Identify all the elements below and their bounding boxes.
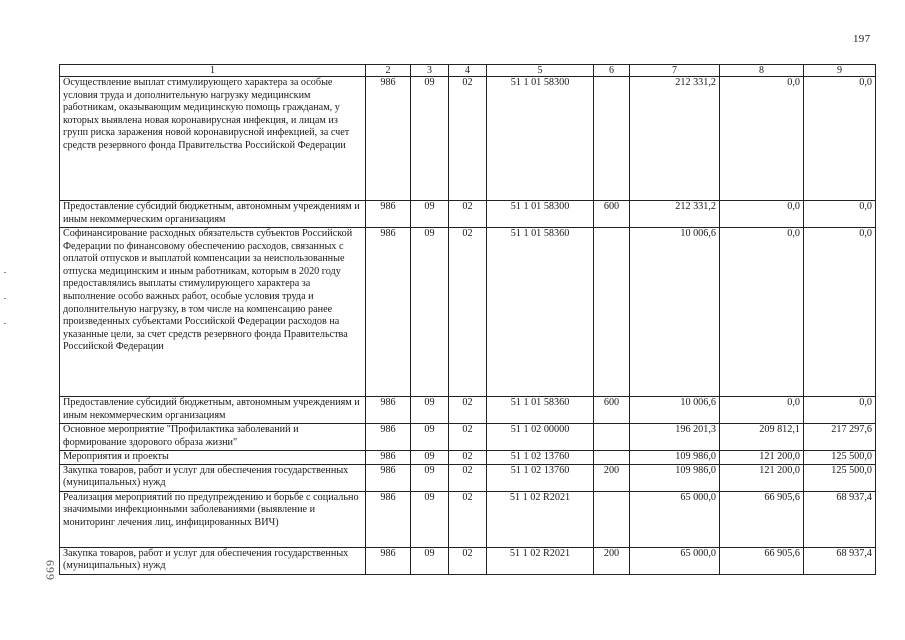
margin-stamp: 669 [43, 559, 57, 580]
amount-col-9: 0,0 [804, 397, 876, 424]
header-col-8: 8 [720, 65, 804, 77]
table-row [60, 464, 876, 491]
target-article-code: 51 1 02 R2021 [487, 547, 594, 574]
target-article-code: 51 1 02 13760 [487, 464, 594, 491]
amount-col-8: 121 200,0 [720, 451, 804, 465]
amount-col-9: 0,0 [804, 201, 876, 228]
amount-col-8: 0,0 [720, 228, 804, 397]
admin-code: 986 [366, 201, 411, 228]
section-code: 09 [411, 424, 449, 451]
row-name: Реализация мероприятий по предупреждению и борьбе с социально значимыми инфекционными заболеваниями (выявление и мониторинг лечения лиц, инфицированных ВИЧ) [60, 491, 366, 547]
header-col-1: 1 [60, 65, 366, 77]
amount-col-7: 212 331,2 [630, 77, 720, 201]
row-name: Предоставление субсидий бюджетным, автономным учреждениям и иным некоммерческим организациям [60, 397, 366, 424]
amount-col-9: 0,0 [804, 77, 876, 201]
target-article-code: 51 1 01 58360 [487, 228, 594, 397]
expense-type-code [594, 77, 630, 201]
row-name: Закупка товаров, работ и услуг для обеспечения государственных (муниципальных) нужд [60, 547, 366, 574]
section-code: 09 [411, 547, 449, 574]
table-row [60, 424, 876, 451]
expense-type-code [594, 451, 630, 465]
amount-col-7: 65 000,0 [630, 547, 720, 574]
amount-col-7: 10 006,6 [630, 228, 720, 397]
admin-code: 986 [366, 451, 411, 465]
admin-code: 986 [366, 228, 411, 397]
page-number: 197 [853, 33, 871, 45]
subsection-code: 02 [449, 451, 487, 465]
admin-code: 986 [366, 77, 411, 201]
amount-col-7: 196 201,3 [630, 424, 720, 451]
subsection-code: 02 [449, 547, 487, 574]
section-code: 09 [411, 397, 449, 424]
admin-code: 986 [366, 397, 411, 424]
section-code: 09 [411, 228, 449, 397]
subsection-code: 02 [449, 397, 487, 424]
amount-col-7: 109 986,0 [630, 464, 720, 491]
section-code: 09 [411, 451, 449, 465]
header-col-9: 9 [804, 65, 876, 77]
row-name: Осуществление выплат стимулирующего характера за особые условия труда и дополнительную нагрузку медицинским работникам, оказывающим медицинскую помощь гражданам, у которых выявлена новая коронавирусная инфекция, и лицам из групп риска заражения новой коронавирусной инфекцией, за счет средств резервного фонда Правительства Российской Федерации [60, 77, 366, 201]
table-row [60, 491, 876, 547]
amount-col-9: 125 500,0 [804, 451, 876, 465]
section-code: 09 [411, 77, 449, 201]
header-col-4: 4 [449, 65, 487, 77]
amount-col-9: 125 500,0 [804, 464, 876, 491]
target-article-code: 51 1 02 13760 [487, 451, 594, 465]
subsection-code: 02 [449, 201, 487, 228]
header-row [60, 65, 876, 77]
amount-col-8: 0,0 [720, 201, 804, 228]
expense-type-code: 600 [594, 397, 630, 424]
target-article-code: 51 1 01 58300 [487, 201, 594, 228]
scan-speck [4, 298, 6, 299]
subsection-code: 02 [449, 77, 487, 201]
admin-code: 986 [366, 491, 411, 547]
expense-type-code [594, 424, 630, 451]
amount-col-7: 109 986,0 [630, 451, 720, 465]
table-row [60, 451, 876, 465]
expense-type-code: 200 [594, 464, 630, 491]
target-article-code: 51 1 01 58300 [487, 77, 594, 201]
amount-col-8: 66 905,6 [720, 491, 804, 547]
section-code: 09 [411, 201, 449, 228]
scan-speck [4, 323, 6, 324]
row-name: Предоставление субсидий бюджетным, автономным учреждениям и иным некоммерческим организациям [60, 201, 366, 228]
amount-col-9: 68 937,4 [804, 547, 876, 574]
amount-col-9: 0,0 [804, 228, 876, 397]
subsection-code: 02 [449, 424, 487, 451]
section-code: 09 [411, 464, 449, 491]
subsection-code: 02 [449, 491, 487, 547]
admin-code: 986 [366, 464, 411, 491]
budget-table [59, 64, 876, 575]
row-name: Закупка товаров, работ и услуг для обеспечения государственных (муниципальных) нужд [60, 464, 366, 491]
scan-speck [4, 272, 6, 273]
table-row [60, 228, 876, 397]
expense-type-code [594, 491, 630, 547]
amount-col-8: 0,0 [720, 77, 804, 201]
header-col-2: 2 [366, 65, 411, 77]
table-row [60, 77, 876, 201]
table-row [60, 397, 876, 424]
amount-col-7: 65 000,0 [630, 491, 720, 547]
amount-col-9: 217 297,6 [804, 424, 876, 451]
expense-type-code: 200 [594, 547, 630, 574]
admin-code: 986 [366, 424, 411, 451]
table-row [60, 201, 876, 228]
table-row [60, 547, 876, 574]
amount-col-9: 68 937,4 [804, 491, 876, 547]
admin-code: 986 [366, 547, 411, 574]
amount-col-8: 0,0 [720, 397, 804, 424]
target-article-code: 51 1 02 00000 [487, 424, 594, 451]
row-name: Софинансирование расходных обязательств субъектов Российской Федерации по финансовому обеспечению расходов, связанных с оплатой отпусков и выплатой компенсации за неиспользованные отпуска медицинским и иным работникам, которым в 2020 году предоставлялись выплаты стимулирующего характера за выполнение особо важных работ, особые условия труда и дополнительную нагрузку, в том числе на компенсацию ранее произведенных субъектами Российской Федерации расходов на указанные цели, за счет средств резервного фонда Правительства Российской Федерации [60, 228, 366, 397]
subsection-code: 02 [449, 464, 487, 491]
amount-col-8: 121 200,0 [720, 464, 804, 491]
row-name: Мероприятия и проекты [60, 451, 366, 465]
header-col-5: 5 [487, 65, 594, 77]
subsection-code: 02 [449, 228, 487, 397]
amount-col-7: 212 331,2 [630, 201, 720, 228]
amount-col-8: 209 812,1 [720, 424, 804, 451]
header-col-7: 7 [630, 65, 720, 77]
header-col-6: 6 [594, 65, 630, 77]
section-code: 09 [411, 491, 449, 547]
expense-type-code [594, 228, 630, 397]
expense-type-code: 600 [594, 201, 630, 228]
target-article-code: 51 1 02 R2021 [487, 491, 594, 547]
amount-col-8: 66 905,6 [720, 547, 804, 574]
header-col-3: 3 [411, 65, 449, 77]
row-name: Основное мероприятие "Профилактика заболеваний и формирование здорового образа жизни" [60, 424, 366, 451]
amount-col-7: 10 006,6 [630, 397, 720, 424]
target-article-code: 51 1 01 58360 [487, 397, 594, 424]
